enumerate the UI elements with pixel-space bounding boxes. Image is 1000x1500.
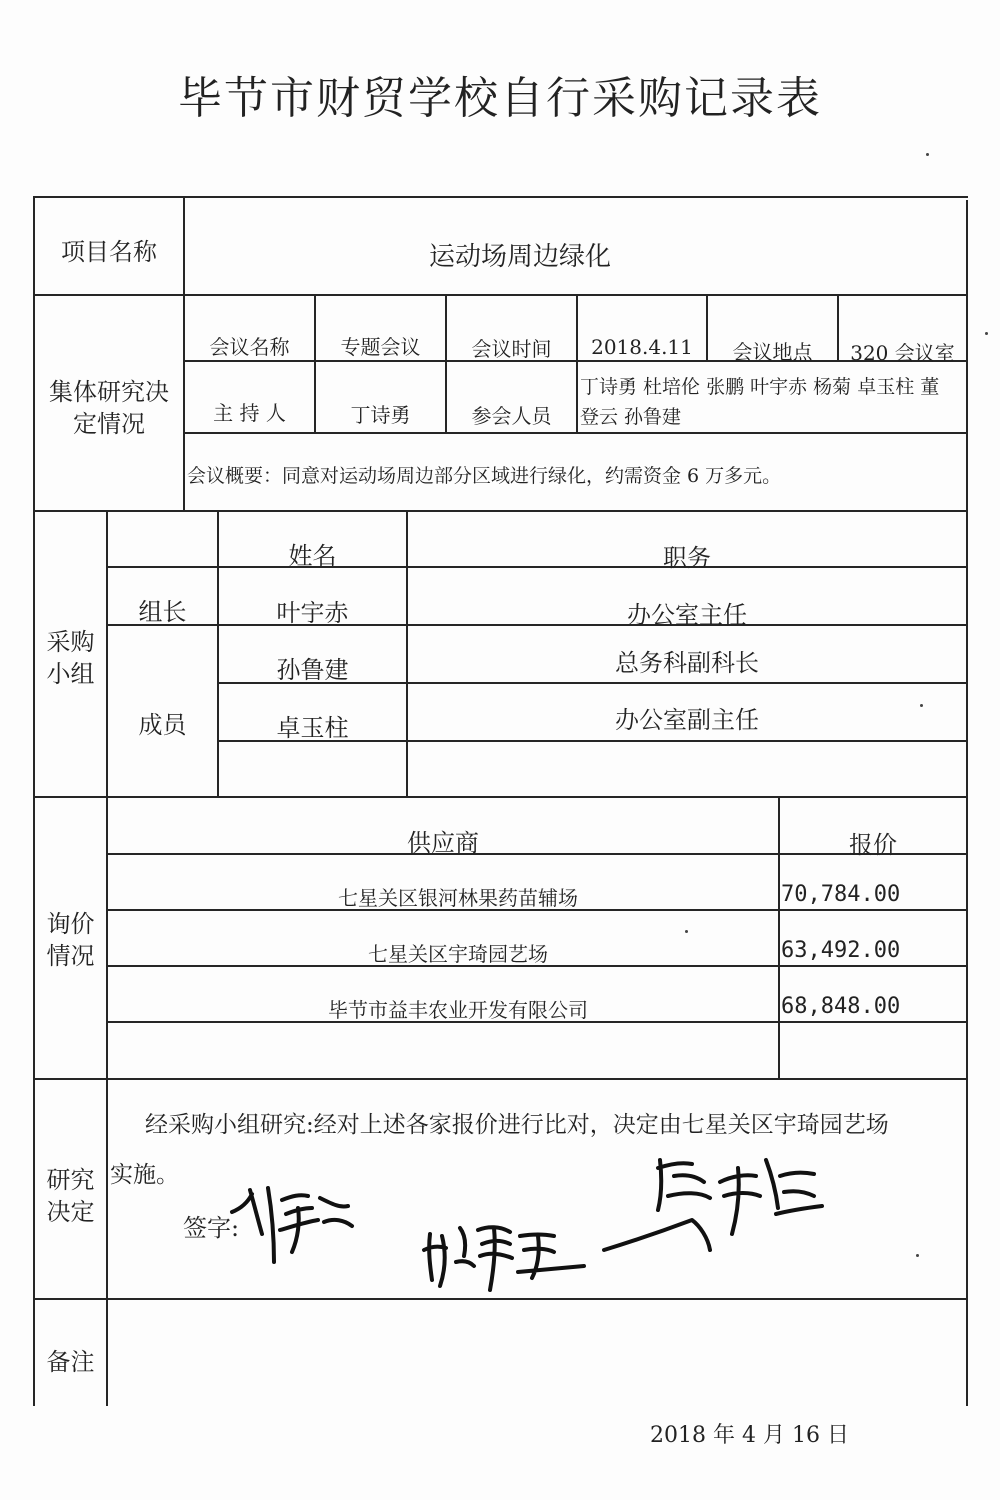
leader-label: 组长	[138, 598, 187, 626]
meeting-place-value: 320 会议室	[850, 341, 955, 365]
supplier-row-2: 七星关区宇琦园艺场	[368, 942, 548, 966]
signature-1	[228, 1178, 358, 1268]
meeting-name-label: 会议名称	[209, 335, 290, 359]
meeting-summary: 会议概要：同意对运动场周边部分区域进行绿化，约需资金 6 万多元。	[187, 465, 782, 487]
meeting-name-value: 专题会议	[340, 335, 421, 359]
meeting-time-label: 会议时间	[471, 337, 552, 361]
page-title: 毕节市财贸学校自行采购记录表	[178, 73, 822, 124]
inquiry-label-line1: 询价	[46, 910, 95, 938]
member-label: 成员	[138, 711, 187, 739]
price-row-1: 70,784.00	[781, 882, 901, 907]
attendees-label: 参会人员	[471, 404, 552, 428]
host-label: 主 持 人	[213, 401, 286, 425]
inquiry-label-line2: 情况	[46, 942, 95, 970]
group-label-line1: 采购	[46, 628, 95, 656]
sign-label: 签字:	[183, 1214, 240, 1242]
document-date: 2018 年 4 月 16 日	[650, 1423, 849, 1448]
project-name-value: 运动场周边绿化	[428, 242, 611, 272]
signature-2	[420, 1206, 590, 1296]
decision-label-line1: 研究	[46, 1166, 95, 1194]
supplier-row-3: 毕节市益丰农业开发有限公司	[328, 998, 588, 1022]
member-1-name: 孙鲁建	[276, 656, 349, 684]
attendees-line2: 登云 孙鲁建	[580, 406, 682, 428]
name-header: 姓名	[288, 542, 337, 570]
supplier-row-1: 七星关区银河林果药苗辅场	[338, 886, 578, 910]
decision-label-line2: 决定	[46, 1198, 95, 1226]
attendees-line1: 丁诗勇 杜培伦 张鹏 叶宇赤 杨菊 卓玉柱 董	[580, 376, 940, 398]
member-1-position: 总务科副科长	[615, 649, 759, 677]
collective-label-line1: 集体研究决	[49, 378, 169, 406]
price-row-2: 63,492.00	[781, 938, 901, 963]
leader-name: 叶宇赤	[276, 599, 349, 627]
project-name-label: 项目名称	[61, 238, 157, 266]
price-row-3: 68,848.00	[781, 994, 901, 1019]
leader-position: 办公室主任	[627, 601, 747, 629]
decision-text-line2: 实施。	[110, 1162, 179, 1188]
group-label-line2: 小组	[46, 660, 95, 688]
member-2-position: 办公室副主任	[615, 706, 759, 734]
price-header: 报价	[849, 831, 897, 859]
member-2-name: 卓玉柱	[276, 714, 349, 742]
meeting-time-value: 2018.4.11	[591, 335, 693, 359]
supplier-header: 供应商	[407, 829, 479, 857]
host-value: 丁诗勇	[350, 403, 411, 427]
remarks-label: 备注	[46, 1348, 95, 1376]
position-header: 职务	[663, 544, 711, 572]
decision-text-line1: 经采购小组研究:经对上述各家报价进行比对，决定由七星关区宇琦园艺场	[145, 1112, 889, 1138]
signature-3	[600, 1146, 830, 1266]
collective-label-line2: 定情况	[73, 410, 145, 438]
meeting-place-label: 会议地点	[732, 340, 813, 364]
